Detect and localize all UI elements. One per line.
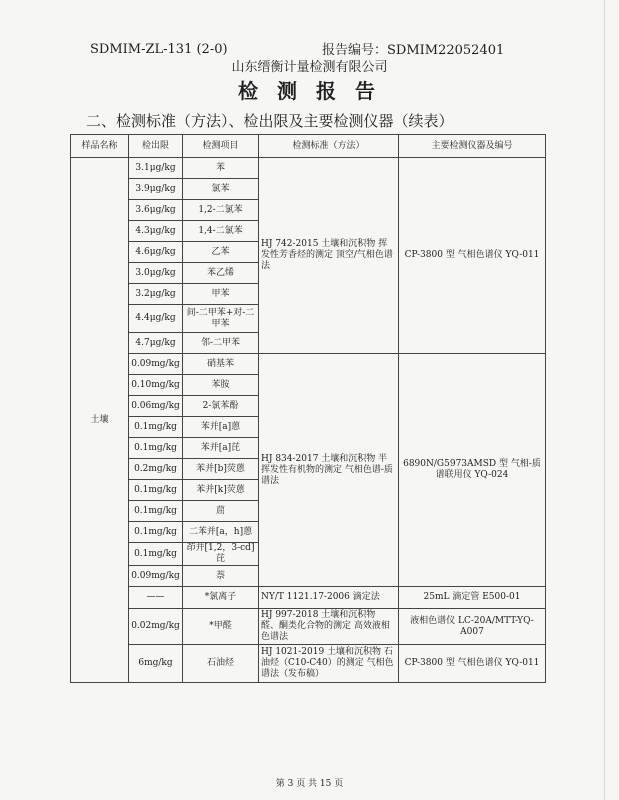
limit-cell: 4.7μg/kg — [129, 333, 183, 354]
limit-cell: 4.3μg/kg — [129, 221, 183, 242]
item-cell: 石油烃 — [183, 645, 259, 683]
header-standard: 检测标准（方法） — [259, 135, 399, 158]
limit-cell: 6mg/kg — [129, 645, 183, 683]
instrument-cell: 25mL 滴定管 E500-01 — [399, 587, 546, 609]
limit-cell: 3.1μg/kg — [129, 158, 183, 179]
item-cell: 苯乙烯 — [183, 263, 259, 284]
limit-cell: 0.06mg/kg — [129, 396, 183, 417]
table-header-row — [71, 135, 546, 158]
header-instrument: 主要检测仪器及编号 — [399, 135, 546, 158]
header-item: 检测项目 — [183, 135, 259, 158]
item-cell: 硝基苯 — [183, 354, 259, 375]
sample-name-cell: 土壤 — [71, 158, 129, 683]
limit-cell: 3.2μg/kg — [129, 284, 183, 305]
item-cell: 2-氯苯酚 — [183, 396, 259, 417]
standard-cell: NY/T 1121.17-2006 滴定法 — [259, 587, 399, 609]
item-cell: 苯并[a]芘 — [183, 438, 259, 459]
company-name: 山东缙衡计量检测有限公司 — [231, 60, 388, 75]
instrument-cell: CP-3800 型 气相色谱仪 YQ-011 — [399, 645, 546, 683]
instrument-cell: 6890N/G5973AMSD 型 气相-质谱联用仪 YQ-024 — [399, 354, 546, 587]
table-row — [71, 609, 546, 645]
limit-cell: 3.9μg/kg — [129, 179, 183, 200]
limit-cell: —— — [129, 587, 183, 609]
item-cell: *氯离子 — [183, 587, 259, 609]
doc-code: SDMIM-ZL-131 (2-0) — [90, 42, 228, 57]
item-cell: 䓛 — [183, 501, 259, 522]
report-number: 报告编号：SDMIM22052401 — [322, 43, 505, 58]
limit-cell: 0.10mg/kg — [129, 375, 183, 396]
limit-cell: 0.1mg/kg — [129, 522, 183, 543]
table-row — [71, 158, 546, 179]
limit-cell: 0.1mg/kg — [129, 417, 183, 438]
item-cell: 甲苯 — [183, 284, 259, 305]
limit-cell: 0.1mg/kg — [129, 480, 183, 501]
item-cell: 二苯并[a，h]蒽 — [183, 522, 259, 543]
item-cell: 1,4-二氯苯 — [183, 221, 259, 242]
limit-cell: 3.0μg/kg — [129, 263, 183, 284]
item-cell: 萘 — [183, 566, 259, 587]
standard-cell: HJ 1021-2019 土壤和沉积物 石油烃（C10-C40）的测定 气相色谱法（发布稿） — [259, 645, 399, 683]
standard-cell: HJ 834-2017 土壤和沉积物 半挥发性有机物的测定 气相色谱-质谱法 — [259, 354, 399, 587]
item-cell: *甲醛 — [183, 609, 259, 645]
report-title: 检 测 报 告 — [238, 79, 381, 103]
item-cell: 苯并[b]荧蒽 — [183, 459, 259, 480]
standard-cell: HJ 997-2018 土壤和沉积物 醛、酮类化合物的测定 高效液相色谱法 — [259, 609, 399, 645]
item-cell: 茚并[1,2，3-cd]芘 — [183, 543, 259, 566]
section-heading: 二、检测标准（方法）、检出限及主要检测仪器（续表） — [86, 112, 454, 130]
item-cell: 间-二甲苯+对-二甲苯 — [183, 305, 259, 333]
instrument-cell: CP-3800 型 气相色谱仪 YQ-011 — [399, 158, 546, 354]
limit-cell: 0.02mg/kg — [129, 609, 183, 645]
header-sample: 样品名称 — [71, 135, 129, 158]
table-row — [71, 354, 546, 375]
limit-cell: 0.2mg/kg — [129, 459, 183, 480]
standard-cell: HJ 742-2015 土壤和沉积物 挥发性芳香烃的测定 顶空/气相色谱法 — [259, 158, 399, 354]
item-cell: 氯苯 — [183, 179, 259, 200]
instrument-cell: 液相色谱仪 LC-20A/MTT-YQ-A007 — [399, 609, 546, 645]
table-row — [71, 587, 546, 609]
limit-cell: 4.6μg/kg — [129, 242, 183, 263]
item-cell: 苯 — [183, 158, 259, 179]
item-cell: 苯胺 — [183, 375, 259, 396]
item-cell: 苯并[k]荧蒽 — [183, 480, 259, 501]
limit-cell: 4.4μg/kg — [129, 305, 183, 333]
limit-cell: 0.1mg/kg — [129, 543, 183, 566]
item-cell: 乙苯 — [183, 242, 259, 263]
limit-cell: 0.1mg/kg — [129, 501, 183, 522]
page-footer: 第 3 页 共 15 页 — [275, 779, 344, 789]
table-row — [71, 645, 546, 683]
item-cell: 1,2-二氯苯 — [183, 200, 259, 221]
limit-cell: 0.09mg/kg — [129, 354, 183, 375]
standards-table — [70, 134, 546, 683]
limit-cell: 0.1mg/kg — [129, 438, 183, 459]
limit-cell: 0.09mg/kg — [129, 566, 183, 587]
limit-cell: 3.6μg/kg — [129, 200, 183, 221]
header-limit: 检出限 — [129, 135, 183, 158]
item-cell: 苯并[a]蒽 — [183, 417, 259, 438]
page-edge — [604, 0, 605, 800]
item-cell: 邻-二甲苯 — [183, 333, 259, 354]
